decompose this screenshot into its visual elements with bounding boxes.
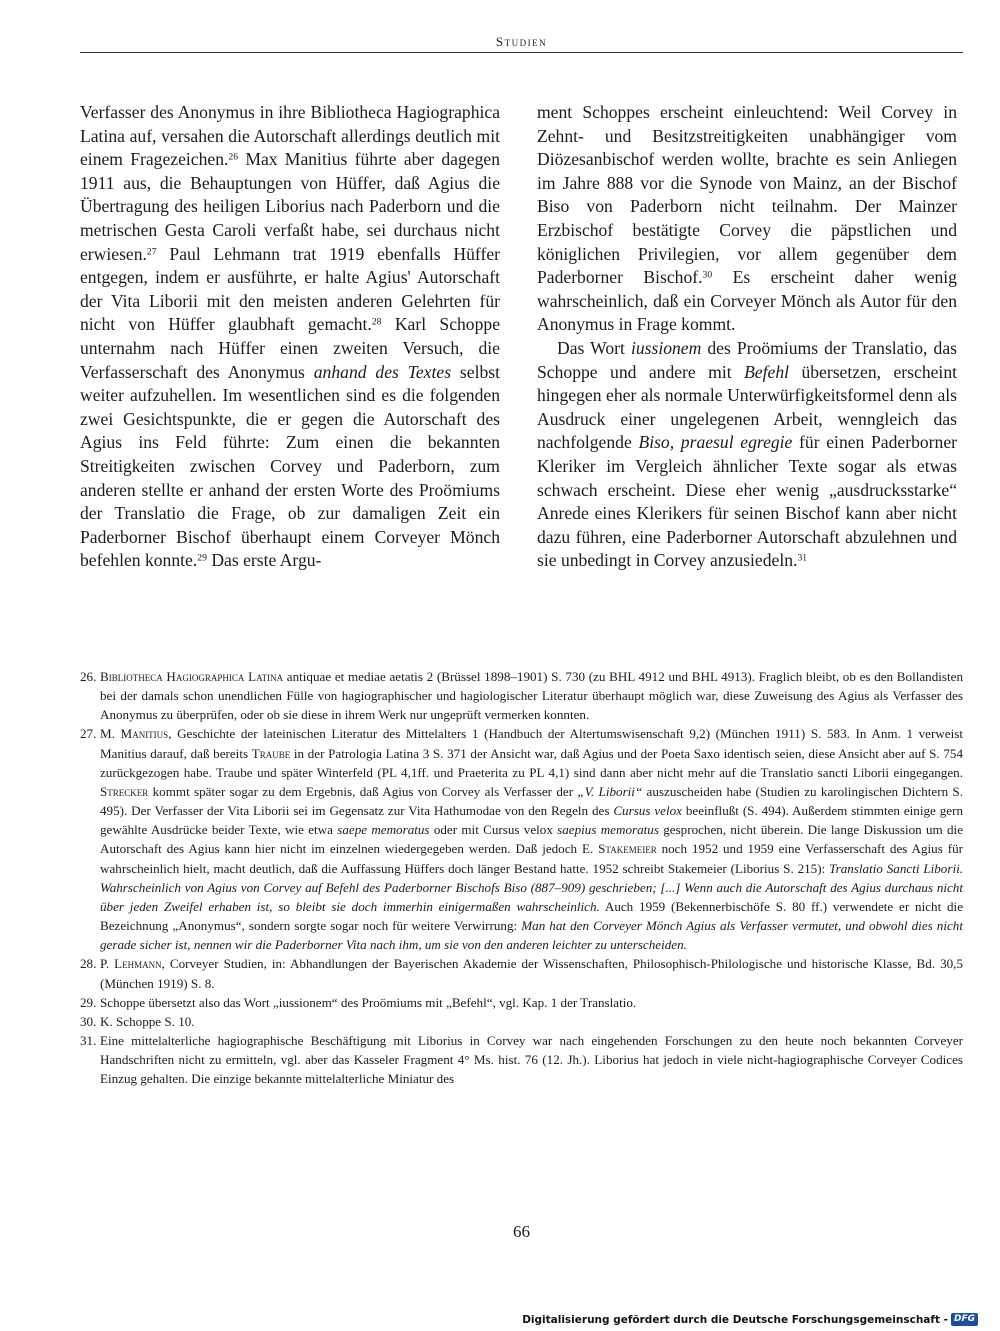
small-caps-author: Stakemeier (598, 841, 657, 857)
emphasis: saepius memoratus (557, 822, 659, 838)
text-run: antiquae et mediae aetatis 2 (Brüssel 1898–1901) S. 730 (zu BHL 4912 und BHL 4913). Fraglich bleibt, ob es den Bollandisten bei der damals schon unendlichen Fülle von hagiographischer und hagiologischer Literatur überhaupt möglich war, diese Zuweisung des Agius als Verfasser des Anonymus zu überprüfen, oder ob sie diese in ihrem Werk nur ungeprüft vermerken konnten. (100, 669, 963, 723)
credit-text: Digitalisierung gefördert durch die Deutsche Forschungsgemeinschaft - (522, 1313, 948, 1326)
footnote (80, 724, 963, 954)
text-run: P. (100, 956, 115, 972)
small-caps-author: Lehmann (114, 956, 162, 972)
digitization-credit (522, 1313, 978, 1326)
emphasis: „V. Liborii“ (577, 783, 643, 799)
body-paragraph (537, 101, 957, 337)
text-run: übersetzen, erscheint hingegen eher als normale Unterwürfigkeitsformel denn als Ausdruck einer ungelegenen Arbeit, wenngleich das nachfolgende (537, 361, 958, 453)
footnote-number: 31. (80, 1032, 97, 1048)
text-run: , Corveyer Studien, in: Abhandlungen der Bayerischen Akademie der Wissenschaften, Philosophisch-Philologische und historische Klasse, Bd. 30,5 (München 1919) S. 8. (100, 956, 963, 991)
footnote (80, 993, 963, 1012)
text-run: Verfasser des Anonymus in ihre Bibliotheca Hagiographica Latina auf, versahen die Autorschaft allerdings deutlich mit einem Fragezeichen. (80, 102, 500, 170)
emphasis: saepe memoratus (337, 822, 430, 838)
footnote-ref[interactable]: 31 (797, 552, 808, 564)
footnote-ref[interactable]: 30 (702, 269, 713, 281)
text-run: Max Manitius führte aber dagegen 1911 aus, die Behauptungen von Hüffer, daß Agius die Übertragung des heiligen Liborius nach Paderborn und die metrischen Gesta Caroli verfaßt habe, sei durchaus nicht erwiesen. (80, 149, 500, 264)
text-run: selbst weiter aufzuhellen. Im wesentlichen sind es die folgenden zwei Gesichtspunkte, die er gegen die Autorschaft des Agius ins Feld führte: Zum einen die bekannten Streitigkeiten zwischen Corvey und Paderborn, zum anderen stellte er anhand der ersten Worte des Proömiums der Translatio die Frage, ob zur damaligen Zeit ein Paderborner Bischof überhaupt einem Corveyer Mönch befehlen konnte. (80, 361, 500, 571)
text-run: Auch 1959 (Bekennerbischöfe S. 80 ff.) verwendete er nicht die Bezeichnung „Anonymus“, sondern sorgte sogar noch für weitere Verwirrung: (100, 898, 964, 934)
footnote-ref[interactable]: 26 (228, 151, 239, 163)
small-caps-author: Manitius (120, 726, 169, 742)
text-run: Karl Schoppe unternahm nach Hüffer einen zweiten Versuch, die Verfasserschaft des Anonymus (80, 314, 500, 382)
footnote-number: 30. (80, 1013, 97, 1029)
emphasis: Cursus velox (613, 803, 682, 819)
footnote-ref[interactable]: 28 (371, 317, 382, 329)
text-run: Schoppe übersetzt also das Wort „iussionem“ des Proömiums mit „Befehl“, vgl. Kap. 1 der Translatio. (100, 994, 637, 1010)
text-run: noch 1952 und 1959 eine Verfasserschaft des Agius für wahrscheinlich hielt, macht deutlich, daß die Auffassung Hüffers doch länger Bestand hatte. 1952 schreibt Stakemeier (Liborius S. 215): (100, 841, 963, 876)
right-column (537, 101, 957, 573)
small-caps-author: Strecker (100, 783, 149, 799)
text-run: kommt später sogar zu dem Ergebnis, daß Agius von Corvey als Verfasser der (148, 783, 578, 799)
running-header: Studien (495, 34, 548, 49)
header-rule (80, 52, 963, 53)
footnotes-section (80, 667, 963, 1088)
text-run: Eine mittelalterliche hagiographische Beschäftigung mit Liborius in Corvey war nach eingehenden Forschungen zu den heute noch bekannten Corveyer Handschriften nicht zu ermitteln, vgl. aber das Kasseler Fragment 4° Ms. hist. 76 (12. Jh.). Liborius hat jedoch in viele nicht-hagiographische Corveyer Codices Einzug gehalten. Die einzige bekannte mittelalterliche Miniatur des (100, 1032, 963, 1087)
small-caps-author: Traube (251, 745, 291, 761)
footnote (80, 954, 963, 992)
text-run: Das Wort (557, 337, 631, 358)
text-run: in der Patrologia Latina 3 S. 371 der Ansicht war, daß Agius und der Poeta Saxo identisch seien, diese Ansicht aber auf S. 754 zurückgezogen habe. Traube und später Winterfeld (PL 4,1ff. und Praeterita zu PL 4,1) sind dann aber nicht mehr auf die Translatio sancti Liborii eingegangen. (100, 745, 963, 780)
footnote-ref[interactable]: 29 (197, 552, 207, 564)
footnote-number: 26. (80, 669, 97, 684)
text-run: oder mit Cursus velox (429, 822, 558, 838)
emphasis-quote: Man hat den Corveyer Mönch Agius als Verfasser vermutet, und obwohl dies nicht gerade sicher ist, nennen wir die Paderborner Vita nach ihm, um sie von den anderen leichter zu unterscheiden. (100, 918, 963, 953)
emphasis: Biso, praesul egregie (638, 432, 793, 453)
text-run: gesprochen, nicht überein. Die lange Diskussion um die Autorschaft des Agius kann hier nicht im einzelnen wiedergegeben werden. Daß jedoch E. (100, 822, 964, 857)
footnote (80, 1031, 963, 1088)
small-caps-title: Bibliotheca Hagiographica Latina (100, 669, 284, 684)
body-paragraph (537, 337, 957, 573)
left-column (80, 101, 500, 573)
text-run: Paul Lehmann trat 1919 ebenfalls Hüffer entgegen, indem er ausführte, er halte Agius' Autorschaft der Vita Liborii mit den meisten anderen Gelehrten für nicht von Hüffer glaubhaft gemacht. (80, 243, 500, 335)
emphasis-quote: Translatio Sancti Liborii. Wahrscheinlich von Agius von Corvey auf Befehl des Paderborner Bischofs Biso (887–909) geschrieben; [...] Wenn auch die Autorschaft des Agius durchaus nicht über jeden Zweifel erhaben ist, so bleibt sie doch immerhin einigermaßen wahrscheinlich. (100, 860, 963, 914)
text-run: M. (100, 726, 121, 742)
text-run: des Proömiums der Translatio, das Schoppe und andere mit (537, 337, 957, 382)
dfg-logo-icon: DFG (951, 1313, 978, 1326)
footnote-ref[interactable]: 27 (146, 246, 157, 258)
page-number: 66 (513, 1222, 530, 1241)
emphasis: anhand des Textes (313, 361, 452, 382)
footnote-number: 27. (80, 726, 97, 742)
text-run: beeinflußt (S. 494). Außerdem stimmten einige gern gewählte Ausdrücke beider Texte, wie etwa (100, 803, 963, 838)
body-paragraph (80, 101, 500, 573)
text-run: K. Schoppe S. 10. (100, 1013, 195, 1029)
text-run: , Geschichte der lateinischen Literatur des Mittelalters 1 (Handbuch der Altertumswisenschaft 9,2) (München 1911) S. 583. In Anm. 1 verweist Manitius darauf, daß bereits (100, 726, 963, 761)
text-run: auszuscheiden habe (Studien zu karolingischen Dichtern S. 495). Der Verfasser der Vita Liborii sei im Gegensatz zur Vita Hathumodae von den Regeln des (100, 783, 963, 819)
text-run: für einen Paderborner Kleriker im Vergleich ähnlicher Texte sogar als etwas schwach erscheint. Diese eher wenig „ausdrucksstarke“ Anrede eines Klerikers für seinen Bischof kann aber nicht dazu führen, eine Paderborner Autorschaft abzulehnen und sie unbedingt in Corvey anzusiedeln. (537, 432, 957, 571)
text-run: Das erste Argu- (206, 550, 322, 571)
footnote (80, 1012, 963, 1031)
footnote-number: 29. (80, 994, 97, 1010)
footnote-number: 28. (80, 956, 97, 972)
text-run: Es erscheint daher wenig wahrscheinlich, daß ein Corveyer Mönch als Autor für den Anonymus in Frage kommt. (537, 267, 957, 335)
emphasis: iussionem (630, 337, 702, 358)
text-run: ment Schoppes erscheint einleuchtend: Weil Corvey in Zehnt- und Besitzstreitigkeiten unabhängiger vom Diözesanbischof werden wollte, brachte es sein Anliegen im Jahre 888 vor die Synode von Mainz, an der Bischof Biso von Paderborn nicht teilnahm. Der Mainzer Erzbischof bestätigte Corvey die päpstlichen und königlichen Privilegien, vor allem gegenüber dem Paderborner Bischof. (537, 102, 957, 288)
footnote (80, 667, 963, 724)
emphasis: Befehl (744, 361, 790, 382)
